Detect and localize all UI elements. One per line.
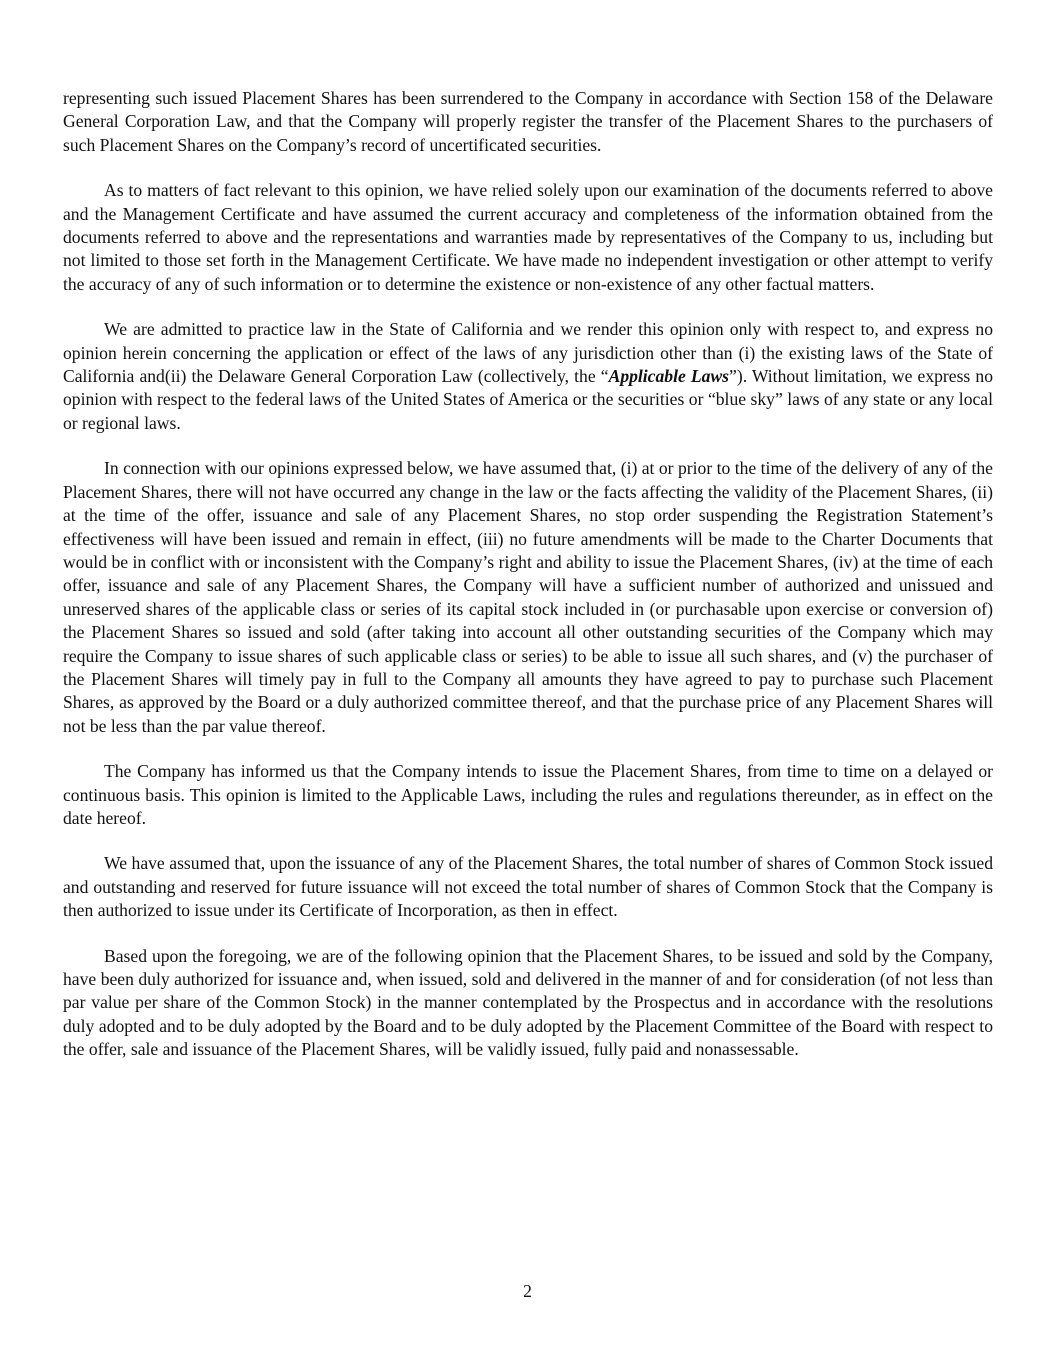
paragraph-applicable-laws — [63, 318, 993, 435]
paragraph-continuation: representing such issued Placement Shares has been surrendered to the Company in accordance with Section 158 of the Delaware General Corporation Law, and that the Company will properly register the transfer of the Placement Shares to the purchasers of such Placement Shares on the Company’s record of uncertificated securities. — [63, 88, 993, 155]
paragraph-company-intent: The Company has informed us that the Company intends to issue the Placement Shares, from time to time on a delayed or continuous basis. This opinion is limited to the Applicable Laws, including the rules and regulations thereunder, as in effect on the date hereof. — [63, 761, 993, 828]
paragraph-share-issuance: We have assumed that, upon the issuance of any of the Placement Shares, the total number of shares of Common Stock issued and outstanding and reserved for future issuance will not exceed the total number of shares of Common Stock that the Company is then authorized to issue under its Certificate of Incorporation, as then in effect. — [63, 853, 993, 921]
paragraph-assumptions: In connection with our opinions expressed below, we have assumed that, (i) at or prior to the time of the delivery of any of the Placement Shares, there will not have occurred any change in the law or the facts affecting the validity of the Placement Shares, (ii) at the time of the offer, issuance and sale of any Placement Shares, no stop order suspending the Registration Statement’s effectiveness will have been issued and remain in effect, (iii) no future amendments will be made to the Charter Documents that would be in conflict with or inconsistent with the Company’s right and ability to issue the Placement Shares, (iv) at the time of each offer, issuance and sale of any Placement Shares, the Company will have a sufficient number of authorized and unissued and unreserved shares of the applicable class or series of its capital stock included in (or purchasable upon exercise or conversion of) the Placement Shares so issued and sold (after taking into account all other outstanding securities of the Company which may require the Company to issue shares of such applicable class or series) to be able to issue all such shares, and (v) the purchaser of the Placement Shares will timely pay in full to the Company all amounts they have agreed to pay to purchase such Placement Shares, as approved by the Board or a duly authorized committee thereof, and that the purchase price of any Placement Shares will not be less than the par value thereof. — [63, 458, 993, 736]
page-number: 2 — [523, 1281, 532, 1301]
applicable-laws-defined-term: Applicable Laws — [608, 366, 730, 387]
applicable-laws-text-before: We are admitted to practice law in the State of California and we render this opinion only with respect to, and express no opinion herein concerning the application or effect of the laws of any jurisdiction other than (i) the existing laws of the State of California and(ii) the Delaware General Corporation Law (collectively, the “ — [63, 319, 993, 387]
applicable-laws-text-after: ”). Without limitation, we express no opinion with respect to the federal laws of the United States of America or the securities or “blue sky” laws of any state or any local or regional laws. — [63, 366, 993, 433]
document-body — [63, 87, 993, 1084]
paragraph-opinion: Based upon the foregoing, we are of the following opinion that the Placement Shares, to be issued and sold by the Company, have been duly authorized for issuance and, when issued, sold and delivered in the manner of and for consideration (of not less than par value per share of the Common Stock) in the manner contemplated by the Prospectus and in accordance with the resolutions duly adopted and to be duly adopted by the Board and to be duly adopted by the Placement Committee of the Board with respect to the offer, sale and issuance of the Placement Shares, will be validly issued, fully paid and nonassessable. — [63, 945, 993, 1060]
paragraph-matters-of-fact: As to matters of fact relevant to this opinion, we have relied solely upon our examination of the documents referred to above and the Management Certificate and have assumed the current accuracy and completeness of the information obtained from the documents referred to above and the representations and warranties made by representatives of the Company to us, including but not limited to those set forth in the Management Certificate. We have made no independent investigation or other attempt to verify the accuracy of any of such information or to determine the existence or non-existence of any other factual matters. — [63, 180, 993, 294]
